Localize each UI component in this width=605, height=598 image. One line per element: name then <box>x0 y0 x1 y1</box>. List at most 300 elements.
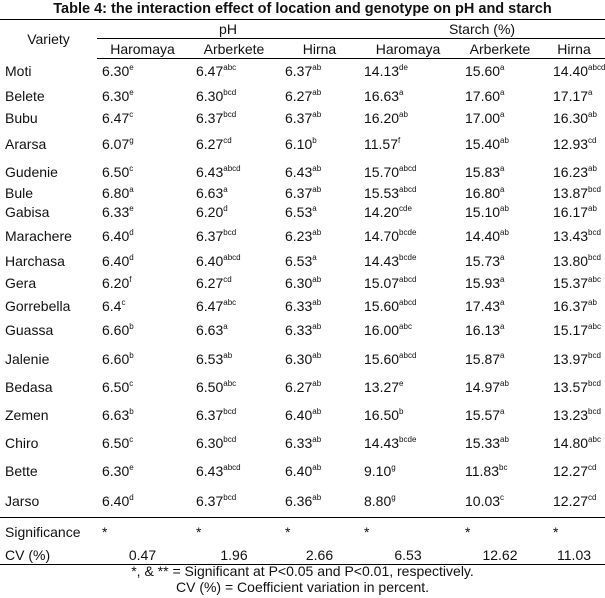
location-header: Arberkete <box>188 39 280 59</box>
significance-letter: a <box>129 185 134 194</box>
cell-value: 16.63 <box>364 87 400 104</box>
cell-value: 6.40 <box>285 463 313 479</box>
table-body <box>0 59 605 565</box>
value-cell <box>543 84 605 108</box>
table-row <box>0 160 605 185</box>
cell-value: 17.60 <box>465 87 501 104</box>
significance-letter: abc <box>223 63 237 73</box>
cell-value: 13.43 <box>553 227 589 244</box>
table-title: Table 4: the interaction effect of location and genotype on pH and starch <box>53 1 552 17</box>
significance-letter: c <box>129 435 134 444</box>
significance-letter: cd <box>223 135 232 145</box>
significance-letter: f <box>398 135 401 145</box>
significance-mark: * <box>102 523 108 540</box>
data-table <box>0 19 605 565</box>
significance-letter: g <box>129 135 134 145</box>
table-row <box>0 59 605 84</box>
table-row <box>0 317 605 344</box>
value-cell <box>280 401 359 429</box>
significance-letter: bcd <box>223 109 237 119</box>
variety-name: Gudenie <box>5 164 58 180</box>
value-cell <box>97 272 188 295</box>
value-cell <box>457 272 543 295</box>
cell-value: 14.43 <box>364 252 400 269</box>
value-cell <box>188 250 280 272</box>
significance-mark: * <box>285 523 291 540</box>
significance-letter: abc <box>223 297 237 307</box>
value-cell <box>543 128 605 160</box>
significance-letter: cd <box>223 275 232 284</box>
footnotes <box>0 563 605 595</box>
cell-value: 6.47 <box>196 297 224 314</box>
cell-value: 11.83 <box>465 463 499 479</box>
significance-letter: bcd <box>588 379 601 388</box>
cell-value: 6.40 <box>285 406 313 423</box>
cell-value: 15.93 <box>465 275 501 291</box>
significance-letter: bc <box>499 463 508 472</box>
value-cell <box>188 485 280 518</box>
cell-value: 6.27 <box>285 379 313 395</box>
cell-value: 13.27 <box>364 379 400 395</box>
significance-letter: g <box>391 492 396 502</box>
location-header: Haromaya <box>359 39 457 59</box>
significance-letter: bcde <box>399 252 417 262</box>
significance-letter: abc <box>588 435 601 444</box>
value-cell <box>188 202 280 222</box>
value-cell <box>97 344 188 374</box>
cell-value: 15.60 <box>364 297 400 314</box>
cell-value: 11.57 <box>364 135 398 152</box>
significance-letter: b <box>129 322 134 331</box>
ph-group-header: pH <box>97 20 359 39</box>
location-header: Hirna <box>543 39 605 59</box>
significance-letter: abcd <box>399 297 417 307</box>
cell-value: 15.17 <box>553 322 589 338</box>
cell-value: 6.43 <box>196 463 224 479</box>
cv-value: 6.53 <box>359 546 457 565</box>
value-cell <box>543 250 605 272</box>
table-row <box>0 272 605 295</box>
cell-value: 15.57 <box>465 406 501 423</box>
significance-letter: cd <box>588 135 597 145</box>
significance-letter: e <box>399 379 404 388</box>
cell-value: 6.33 <box>102 203 130 220</box>
cell-value: 9.10 <box>364 463 392 479</box>
cell-value: 6.37 <box>196 492 224 509</box>
variety-name: Bedasa <box>5 379 53 395</box>
significance-letter: c <box>129 164 134 173</box>
significance-letter: a <box>500 275 505 284</box>
value-cell <box>457 295 543 317</box>
cell-value: 6.37 <box>196 109 224 126</box>
cell-value: 16.37 <box>553 297 589 314</box>
significance-letter: ab <box>500 203 509 213</box>
cell-value: 6.63 <box>102 406 130 423</box>
value-cell <box>359 108 457 128</box>
value-cell <box>359 160 457 185</box>
cv-value: 12.62 <box>457 546 543 565</box>
value-cell <box>280 108 359 128</box>
significance-letter: abcd <box>223 252 241 262</box>
value-cell <box>188 185 280 202</box>
cv-value: 11.03 <box>543 546 605 565</box>
table-row <box>0 374 605 401</box>
cell-value: 16.50 <box>364 406 400 423</box>
value-cell <box>97 222 188 250</box>
variety-name: Zemen <box>5 406 49 423</box>
value-cell <box>543 222 605 250</box>
cell-value: 15.70 <box>364 164 400 180</box>
significance-letter: bcd <box>588 350 601 360</box>
footnote: *, & ** = Significant at P<0.05 and P<0.01, respectively. <box>131 563 474 579</box>
cell-value: 6.20 <box>196 203 224 220</box>
value-cell <box>280 429 359 458</box>
value-cell <box>97 295 188 317</box>
value-cell <box>188 317 280 344</box>
cell-value: 6.63 <box>196 185 224 201</box>
significance-letter: a <box>500 185 505 194</box>
cell-value: 6.33 <box>285 297 313 314</box>
value-cell <box>97 160 188 185</box>
cell-value: 6.33 <box>285 435 313 451</box>
significance-letter: d <box>129 227 134 237</box>
significance-letter: abc <box>588 322 601 331</box>
value-cell <box>280 128 359 160</box>
significance-letter: cd <box>588 492 597 502</box>
significance-letter: d <box>223 203 228 213</box>
value-cell <box>359 401 457 429</box>
cell-value: 6.4 <box>102 297 122 314</box>
value-cell <box>359 202 457 222</box>
value-cell <box>543 317 605 344</box>
cell-value: 6.23 <box>285 227 313 244</box>
value-cell <box>457 202 543 222</box>
cell-value: 6.50 <box>102 435 130 451</box>
significance-letter: bcd <box>223 435 237 444</box>
significance-letter: e <box>129 203 134 213</box>
significance-letter: bcd <box>223 406 237 416</box>
cell-value: 13.23 <box>553 406 589 423</box>
significance-letter: b <box>312 135 317 145</box>
value-cell <box>280 250 359 272</box>
value-cell <box>97 108 188 128</box>
value-cell <box>359 222 457 250</box>
significance-letter: ab <box>312 87 322 97</box>
significance-letter: ab <box>312 463 322 472</box>
value-cell <box>359 59 457 84</box>
value-cell <box>457 401 543 429</box>
significance-letter: a <box>500 87 505 97</box>
cell-value: 6.53 <box>285 203 313 220</box>
value-cell <box>543 401 605 429</box>
significance-letter: abc <box>588 275 601 284</box>
significance-letter: e <box>129 463 134 472</box>
variety-name: Jarso <box>0 485 97 518</box>
significance-letter: abcd <box>223 164 241 173</box>
value-cell <box>359 84 457 108</box>
cv-label: CV (%) <box>0 546 97 565</box>
value-cell <box>543 458 605 485</box>
cell-value: 15.60 <box>364 350 400 367</box>
value-cell <box>188 458 280 485</box>
table-row <box>0 458 605 485</box>
cell-value: 6.07 <box>102 135 130 152</box>
value-cell <box>97 429 188 458</box>
cell-value: 6.30 <box>196 87 224 104</box>
significance-letter: bcde <box>399 227 417 237</box>
variety-name: Bubu <box>5 109 38 126</box>
significance-letter: a <box>500 406 505 416</box>
significance-letter: ab <box>312 227 322 237</box>
value-cell <box>280 344 359 374</box>
cell-value: 6.43 <box>285 164 313 180</box>
cell-value: 16.13 <box>465 322 501 338</box>
significance-letter: g <box>391 463 396 472</box>
value-cell <box>359 344 457 374</box>
cell-value: 6.30 <box>196 435 224 451</box>
value-cell <box>188 401 280 429</box>
significance-letter: c <box>500 492 505 502</box>
value-cell <box>543 202 605 222</box>
value-cell <box>359 185 457 202</box>
cell-value: 6.40 <box>102 492 130 509</box>
significance-letter: abcd <box>223 463 241 472</box>
value-cell <box>97 250 188 272</box>
significance-letter: ab <box>312 322 322 331</box>
cell-value: 15.83 <box>465 164 501 180</box>
significance-letter: ab <box>500 435 509 444</box>
significance-mark: * <box>196 523 202 540</box>
cv-row <box>0 546 605 565</box>
significance-letter: abc <box>399 322 412 331</box>
significance-letter: b <box>399 406 404 416</box>
cell-value: 14.70 <box>364 227 400 244</box>
value-cell <box>359 485 457 518</box>
significance-letter: ab <box>312 63 322 73</box>
cell-value: 6.50 <box>102 379 130 395</box>
value-cell <box>457 59 543 84</box>
value-cell <box>188 272 280 295</box>
significance-letter: cd <box>588 463 597 472</box>
location-header: Hirna <box>280 39 359 59</box>
variety-name: Ararsa <box>5 135 47 152</box>
location-header: Haromaya <box>97 39 188 59</box>
variety-name: Moti <box>5 63 32 79</box>
cell-value: 6.63 <box>196 322 224 338</box>
value-cell <box>457 458 543 485</box>
significance-letter: f <box>129 275 132 284</box>
value-cell <box>188 374 280 401</box>
significance-letter: a <box>312 203 317 213</box>
cell-value: 6.60 <box>102 322 130 338</box>
variety-header: Variety <box>0 20 97 59</box>
value-cell <box>457 374 543 401</box>
value-cell <box>457 317 543 344</box>
cell-value: 6.27 <box>285 87 313 104</box>
significance-letter: ab <box>312 435 322 444</box>
cell-value: 6.30 <box>285 350 313 367</box>
cell-value: 12.27 <box>553 492 589 509</box>
value-cell <box>457 108 543 128</box>
value-cell <box>543 344 605 374</box>
cell-value: 15.73 <box>465 252 501 269</box>
value-cell <box>97 458 188 485</box>
value-cell <box>97 401 188 429</box>
cell-value: 16.00 <box>364 322 400 338</box>
cell-value: 6.47 <box>102 109 130 126</box>
significance-letter: ab <box>312 492 322 502</box>
value-cell <box>543 295 605 317</box>
significance-letter: a <box>223 185 228 194</box>
significance-letter: ab <box>312 350 322 360</box>
cell-value: 13.57 <box>553 379 589 395</box>
significance-letter: ab <box>312 379 322 388</box>
significance-letter: c <box>129 379 134 388</box>
significance-letter: abc <box>223 379 237 388</box>
significance-row <box>0 518 605 546</box>
value-cell <box>188 128 280 160</box>
cv-value: 2.66 <box>280 546 359 565</box>
cell-value: 6.30 <box>102 463 130 479</box>
value-cell <box>457 128 543 160</box>
cell-value: 6.37 <box>285 109 313 126</box>
value-cell <box>543 272 605 295</box>
significance-letter: ab <box>399 109 408 119</box>
cell-value: 6.37 <box>285 185 313 201</box>
significance-letter: ab <box>500 227 509 237</box>
table-row <box>0 108 605 128</box>
table-row <box>0 250 605 272</box>
significance-letter: de <box>399 63 408 73</box>
value-cell <box>97 202 188 222</box>
value-cell <box>457 485 543 518</box>
cell-value: 14.20 <box>364 203 400 220</box>
value-cell <box>280 160 359 185</box>
cell-value: 6.27 <box>196 135 224 152</box>
significance-letter: a <box>399 87 404 97</box>
significance-mark: * <box>465 523 471 540</box>
significance-letter: a <box>500 164 505 173</box>
cell-value: 6.36 <box>285 492 313 509</box>
significance-letter: ab <box>312 275 322 284</box>
significance-letter: a <box>500 252 505 262</box>
table-row <box>0 185 605 202</box>
cell-value: 6.40 <box>196 252 224 269</box>
significance-letter: ab <box>500 379 509 388</box>
significance-letter: e <box>129 87 134 97</box>
value-cell <box>188 344 280 374</box>
cell-value: 16.20 <box>364 109 400 126</box>
value-cell <box>543 185 605 202</box>
cell-value: 6.43 <box>196 164 224 180</box>
value-cell <box>97 185 188 202</box>
value-cell <box>457 185 543 202</box>
cell-value: 10.03 <box>465 492 501 509</box>
value-cell <box>97 485 188 518</box>
value-cell <box>188 84 280 108</box>
variety-name: Jalenie <box>5 350 50 367</box>
cell-value: 13.80 <box>553 252 589 269</box>
significance-letter: a <box>500 63 505 73</box>
value-cell <box>457 84 543 108</box>
value-cell <box>280 185 359 202</box>
value-cell <box>97 317 188 344</box>
cell-value: 6.30 <box>285 275 313 291</box>
significance-letter: bcd <box>588 227 601 237</box>
value-cell <box>188 160 280 185</box>
significance-letter: ab <box>588 164 597 173</box>
value-cell <box>188 222 280 250</box>
significance-letter: bcd <box>223 492 237 502</box>
significance-letter: ab <box>223 350 233 360</box>
cell-value: 6.47 <box>196 63 224 80</box>
significance-letter: ab <box>588 109 597 119</box>
value-cell <box>280 485 359 518</box>
value-cell <box>359 317 457 344</box>
value-cell <box>359 272 457 295</box>
cell-value: 16.23 <box>553 164 589 180</box>
significance-letter: a <box>500 322 505 331</box>
significance-letter: abcd <box>588 63 605 73</box>
value-cell <box>97 84 188 108</box>
significance-letter: d <box>129 252 134 262</box>
variety-name: Marachere <box>5 227 72 244</box>
value-cell <box>359 250 457 272</box>
significance-letter: ab <box>588 203 597 213</box>
significance-label: Significance <box>5 523 81 540</box>
cell-value: 17.17 <box>553 87 589 104</box>
value-cell <box>457 222 543 250</box>
cell-value: 13.97 <box>553 350 589 367</box>
significance-letter: cde <box>399 203 412 213</box>
value-cell <box>280 84 359 108</box>
value-cell <box>359 374 457 401</box>
significance-letter: ab <box>312 297 322 307</box>
significance-letter: e <box>129 63 134 73</box>
cell-value: 12.27 <box>553 463 589 479</box>
significance-letter: abcd <box>399 275 417 284</box>
significance-mark: * <box>364 523 370 540</box>
value-cell <box>457 160 543 185</box>
value-cell <box>188 295 280 317</box>
cell-value: 15.37 <box>553 275 589 291</box>
value-cell <box>359 128 457 160</box>
significance-letter: ab <box>312 406 322 416</box>
value-cell <box>280 202 359 222</box>
significance-letter: abcd <box>399 350 417 360</box>
value-cell <box>359 429 457 458</box>
value-cell <box>457 250 543 272</box>
value-cell <box>543 429 605 458</box>
cell-value: 6.53 <box>285 252 313 269</box>
cell-value: 15.10 <box>465 203 501 220</box>
significance-letter: ab <box>312 109 322 119</box>
cv-value: 1.96 <box>188 546 280 565</box>
value-cell <box>359 295 457 317</box>
cell-value: 17.00 <box>465 109 501 126</box>
cell-value: 6.27 <box>196 275 224 291</box>
significance-letter: c <box>121 297 126 307</box>
table-row <box>0 222 605 250</box>
significance-letter: c <box>129 109 134 119</box>
significance-letter: a <box>500 350 505 360</box>
significance-letter: bcd <box>588 185 601 194</box>
table-row <box>0 401 605 429</box>
value-cell <box>280 458 359 485</box>
value-cell <box>280 59 359 84</box>
cell-value: 15.60 <box>465 63 501 80</box>
value-cell <box>359 458 457 485</box>
